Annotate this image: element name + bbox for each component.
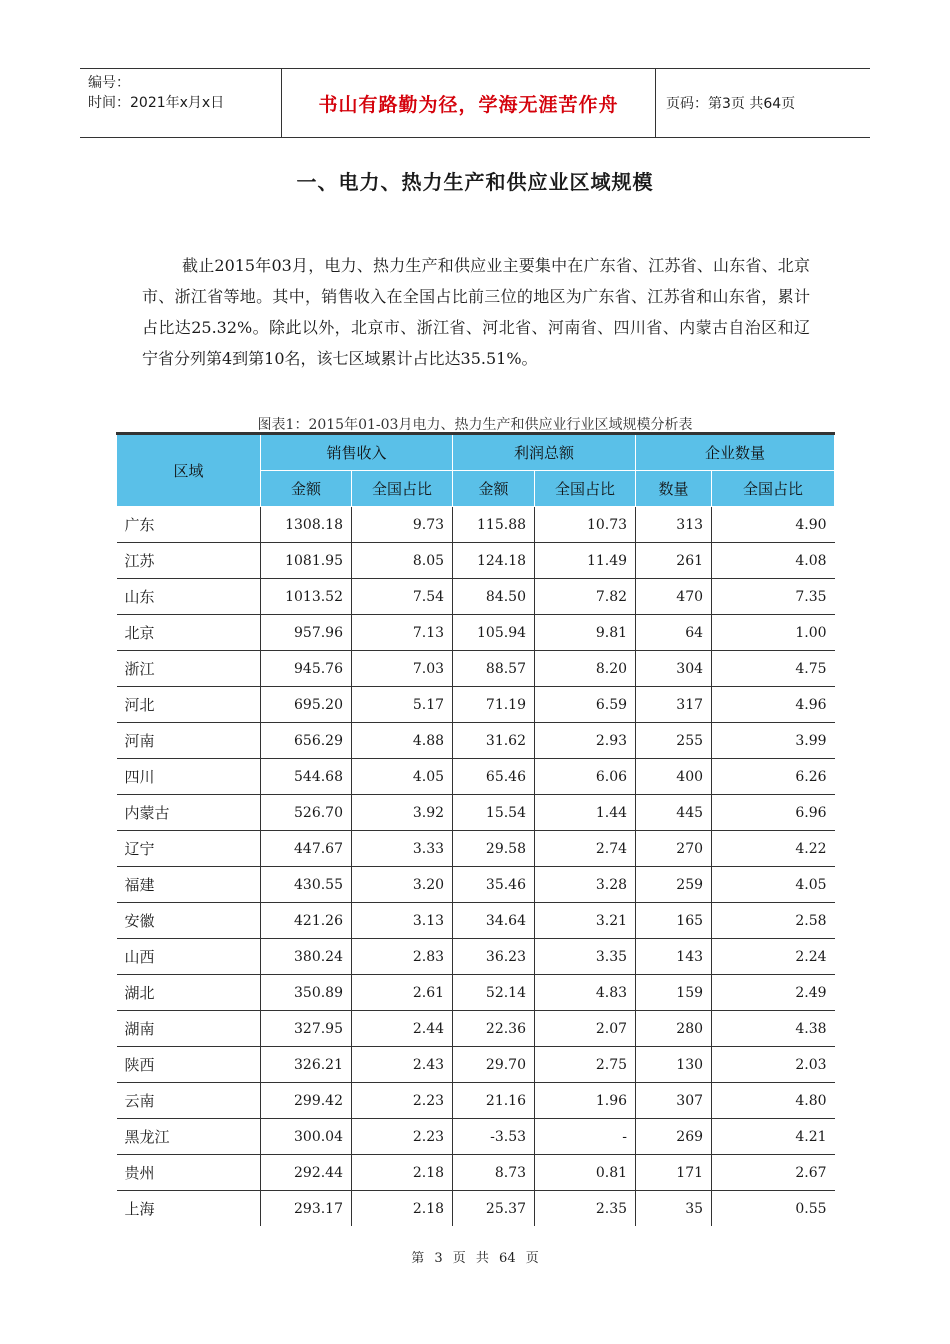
- header-firms: 企业数量: [636, 434, 835, 471]
- cell-sales-amount: 1081.95: [261, 543, 352, 579]
- cell-sales-share: 2.61: [352, 975, 453, 1011]
- cell-profit-amount: 36.23: [453, 939, 535, 975]
- cell-region: 云南: [117, 1083, 261, 1119]
- cell-profit-amount: 31.62: [453, 723, 535, 759]
- cell-profit-share: 7.82: [535, 579, 636, 615]
- cell-profit-share: 8.20: [535, 651, 636, 687]
- cell-profit-share: 3.21: [535, 903, 636, 939]
- cell-firm-share: 3.99: [712, 723, 835, 759]
- cell-sales-amount: 656.29: [261, 723, 352, 759]
- cell-profit-share: 2.35: [535, 1191, 636, 1227]
- cell-firm-share: 2.67: [712, 1155, 835, 1191]
- table-row: [117, 1119, 835, 1155]
- cell-sales-share: 9.73: [352, 507, 453, 543]
- cell-profit-share: 0.81: [535, 1155, 636, 1191]
- cell-sales-share: 4.88: [352, 723, 453, 759]
- cell-firm-count: 270: [636, 831, 712, 867]
- subheader-firm-share: 全国占比: [712, 471, 835, 507]
- cell-sales-amount: 327.95: [261, 1011, 352, 1047]
- cell-firm-share: 4.38: [712, 1011, 835, 1047]
- cell-region: 内蒙古: [117, 795, 261, 831]
- cell-sales-share: 5.17: [352, 687, 453, 723]
- cell-firm-share: 2.49: [712, 975, 835, 1011]
- cell-profit-amount: 8.73: [453, 1155, 535, 1191]
- table-row: [117, 939, 835, 975]
- cell-region: 辽宁: [117, 831, 261, 867]
- cell-profit-share: -: [535, 1119, 636, 1155]
- cell-sales-amount: 544.68: [261, 759, 352, 795]
- header-page-number: 页码：第3页 共64页: [666, 96, 796, 112]
- cell-profit-amount: 25.37: [453, 1191, 535, 1227]
- cell-firm-count: 171: [636, 1155, 712, 1191]
- cell-region: 山东: [117, 579, 261, 615]
- cell-profit-share: 2.74: [535, 831, 636, 867]
- cell-region: 福建: [117, 867, 261, 903]
- cell-sales-share: 7.03: [352, 651, 453, 687]
- cell-profit-amount: -3.53: [453, 1119, 535, 1155]
- table-row: [117, 1047, 835, 1083]
- table-row: [117, 759, 835, 795]
- cell-sales-share: 3.13: [352, 903, 453, 939]
- table-row: [117, 1155, 835, 1191]
- cell-profit-share: 4.83: [535, 975, 636, 1011]
- page-footer: 第 3 页 共 64 页: [411, 1251, 539, 1266]
- cell-firm-count: 35: [636, 1191, 712, 1227]
- cell-region: 四川: [117, 759, 261, 795]
- cell-sales-share: 2.18: [352, 1155, 453, 1191]
- cell-sales-amount: 695.20: [261, 687, 352, 723]
- cell-firm-count: 445: [636, 795, 712, 831]
- table-row: [117, 579, 835, 615]
- cell-profit-share: 3.28: [535, 867, 636, 903]
- cell-profit-amount: 21.16: [453, 1083, 535, 1119]
- cell-profit-amount: 84.50: [453, 579, 535, 615]
- section-title: 一、电力、热力生产和供应业区域规模: [296, 170, 654, 194]
- cell-region: 安徽: [117, 903, 261, 939]
- table-row: [117, 1011, 835, 1047]
- cell-region: 河北: [117, 687, 261, 723]
- subheader-sales-amount: 金额: [261, 471, 352, 507]
- cell-firm-share: 4.80: [712, 1083, 835, 1119]
- cell-firm-share: 6.26: [712, 759, 835, 795]
- cell-firm-share: 4.75: [712, 651, 835, 687]
- cell-sales-amount: 293.17: [261, 1191, 352, 1227]
- cell-firm-count: 317: [636, 687, 712, 723]
- cell-firm-share: 4.22: [712, 831, 835, 867]
- region-scale-table: [116, 432, 835, 1226]
- cell-firm-count: 280: [636, 1011, 712, 1047]
- cell-sales-share: 2.43: [352, 1047, 453, 1083]
- header-motto: 书山有路勤为径，学海无涯苦作舟: [282, 69, 656, 137]
- cell-sales-amount: 1308.18: [261, 507, 352, 543]
- cell-firm-count: 400: [636, 759, 712, 795]
- header-profit: 利润总额: [453, 434, 636, 471]
- subheader-sales-share: 全国占比: [352, 471, 453, 507]
- cell-region: 湖北: [117, 975, 261, 1011]
- subheader-firm-count: 数量: [636, 471, 712, 507]
- cell-firm-count: 470: [636, 579, 712, 615]
- cell-profit-amount: 65.46: [453, 759, 535, 795]
- cell-profit-amount: 29.58: [453, 831, 535, 867]
- table-caption: 图表1：2015年01-03月电力、热力生产和供应业行业区域规模分析表: [257, 417, 693, 433]
- table-row: [117, 867, 835, 903]
- cell-sales-amount: 1013.52: [261, 579, 352, 615]
- cell-region: 上海: [117, 1191, 261, 1227]
- cell-profit-share: 10.73: [535, 507, 636, 543]
- cell-firm-count: 304: [636, 651, 712, 687]
- cell-sales-amount: 447.67: [261, 831, 352, 867]
- cell-firm-share: 0.55: [795, 1200, 827, 1217]
- cell-sales-amount: 957.96: [261, 615, 352, 651]
- cell-sales-share: 2.44: [352, 1011, 453, 1047]
- table-row: [117, 903, 835, 939]
- cell-firm-share: 1.00: [712, 615, 835, 651]
- cell-sales-share: 3.92: [352, 795, 453, 831]
- cell-sales-amount: 292.44: [261, 1155, 352, 1191]
- cell-firm-share: 4.90: [712, 507, 835, 543]
- cell-profit-amount: 88.57: [453, 651, 535, 687]
- cell-firm-share: 2.24: [712, 939, 835, 975]
- cell-sales-share: 2.23: [352, 1083, 453, 1119]
- table-row: [117, 795, 835, 831]
- cell-region: 贵州: [117, 1155, 261, 1191]
- cell-sales-amount: 380.24: [261, 939, 352, 975]
- cell-firm-share: 4.05: [712, 867, 835, 903]
- body-paragraph: 截止2015年03月，电力、热力生产和供应业主要集中在广东省、江苏省、山东省、北京市、浙江省等地。其中，销售收入在全国占比前三位的地区为广东省、江苏省和山东省，累计占比达25.32%。除此以外，北京市、浙江省、河北省、河南省、四川省、内蒙古自治区和辽宁省分列第4到第10名，该七区域累计占比达35.51%。: [142, 256, 810, 368]
- cell-firm-count: 130: [636, 1047, 712, 1083]
- cell-profit-amount: 35.46: [453, 867, 535, 903]
- cell-profit-amount: 52.14: [453, 975, 535, 1011]
- cell-profit-amount: 22.36: [453, 1011, 535, 1047]
- cell-firm-count: 159: [636, 975, 712, 1011]
- cell-region: 陕西: [117, 1047, 261, 1083]
- cell-profit-amount: 124.18: [453, 543, 535, 579]
- cell-sales-share: 7.13: [352, 615, 453, 651]
- cell-firm-share: 4.96: [712, 687, 835, 723]
- cell-profit-share: 2.07: [535, 1011, 636, 1047]
- cell-profit-share: 6.06: [535, 759, 636, 795]
- table-row: [117, 615, 835, 651]
- table-row: [117, 651, 835, 687]
- cell-profit-share: 1.44: [535, 795, 636, 831]
- cell-firm-count: 165: [636, 903, 712, 939]
- cell-sales-amount: 430.55: [261, 867, 352, 903]
- page-header: [80, 68, 870, 138]
- cell-firm-count: 269: [636, 1119, 712, 1155]
- cell-firm-share: 2.03: [712, 1047, 835, 1083]
- cell-sales-share: 2.23: [352, 1119, 453, 1155]
- cell-region: 山西: [117, 939, 261, 975]
- cell-profit-amount: 34.64: [453, 903, 535, 939]
- cell-firm-count: 255: [636, 723, 712, 759]
- cell-firm-count: 259: [636, 867, 712, 903]
- cell-profit-amount: 105.94: [453, 615, 535, 651]
- cell-region: 湖南: [117, 1011, 261, 1047]
- header-meta: [80, 69, 282, 137]
- cell-firm-share: 7.35: [712, 579, 835, 615]
- cell-profit-share: 1.96: [535, 1083, 636, 1119]
- document-number: 编号：: [88, 75, 130, 91]
- cell-sales-share: 3.20: [352, 867, 453, 903]
- cell-region: 浙江: [117, 651, 261, 687]
- cell-sales-share: 3.33: [352, 831, 453, 867]
- cell-firm-count: 261: [636, 543, 712, 579]
- cell-firm-share: 6.96: [712, 795, 835, 831]
- cell-sales-share: 7.54: [352, 579, 453, 615]
- subheader-profit-amount: 金额: [453, 471, 535, 507]
- cell-sales-share: 2.83: [352, 939, 453, 975]
- cell-sales-amount: 300.04: [261, 1119, 352, 1155]
- cell-sales-amount: 326.21: [261, 1047, 352, 1083]
- cell-profit-amount: 71.19: [453, 687, 535, 723]
- document-date: 时间：2021年x月x日: [88, 95, 225, 111]
- cell-firm-count: 64: [636, 615, 712, 651]
- cell-firm-share: 2.58: [712, 903, 835, 939]
- cell-region: 河南: [117, 723, 261, 759]
- table-row: [117, 687, 835, 723]
- table-row: [117, 723, 835, 759]
- table-row: [117, 975, 835, 1011]
- cell-profit-amount: 29.70: [453, 1047, 535, 1083]
- cell-profit-amount: 115.88: [453, 507, 535, 543]
- cell-sales-amount: 299.42: [261, 1083, 352, 1119]
- cell-sales-share: 2.18: [352, 1191, 453, 1227]
- cell-sales-amount: 421.26: [261, 903, 352, 939]
- cell-profit-share: 2.75: [535, 1047, 636, 1083]
- table-row: [117, 1083, 835, 1119]
- cell-sales-amount: 526.70: [261, 795, 352, 831]
- header-region: 区域: [117, 434, 261, 507]
- table-row: [117, 507, 835, 543]
- cell-profit-share: 3.35: [535, 939, 636, 975]
- cell-sales-share: 8.05: [352, 543, 453, 579]
- cell-profit-share: 9.81: [535, 615, 636, 651]
- cell-profit-share: 11.49: [535, 543, 636, 579]
- header-sales: 销售收入: [261, 434, 453, 471]
- cell-firm-share: 4.08: [712, 543, 835, 579]
- cell-profit-share: 6.59: [535, 687, 636, 723]
- cell-region: 广东: [117, 507, 261, 543]
- cell-profit-amount: 15.54: [453, 795, 535, 831]
- cell-sales-amount: 350.89: [261, 975, 352, 1011]
- cell-firm-count: 313: [636, 507, 712, 543]
- table-row: [117, 543, 835, 579]
- cell-profit-share: 2.93: [535, 723, 636, 759]
- cell-firm-count: 143: [636, 939, 712, 975]
- table-row: [117, 1191, 835, 1227]
- cell-sales-share: 4.05: [352, 759, 453, 795]
- table-row: [117, 831, 835, 867]
- cell-region: 黑龙江: [117, 1119, 261, 1155]
- cell-firm-count: 307: [636, 1083, 712, 1119]
- table-body: [117, 507, 835, 1227]
- cell-region: 江苏: [117, 543, 261, 579]
- cell-sales-amount: 945.76: [261, 651, 352, 687]
- cell-region: 北京: [117, 615, 261, 651]
- subheader-profit-share: 全国占比: [535, 471, 636, 507]
- table-header-row: [117, 434, 835, 471]
- cell-firm-share: 4.21: [712, 1119, 835, 1155]
